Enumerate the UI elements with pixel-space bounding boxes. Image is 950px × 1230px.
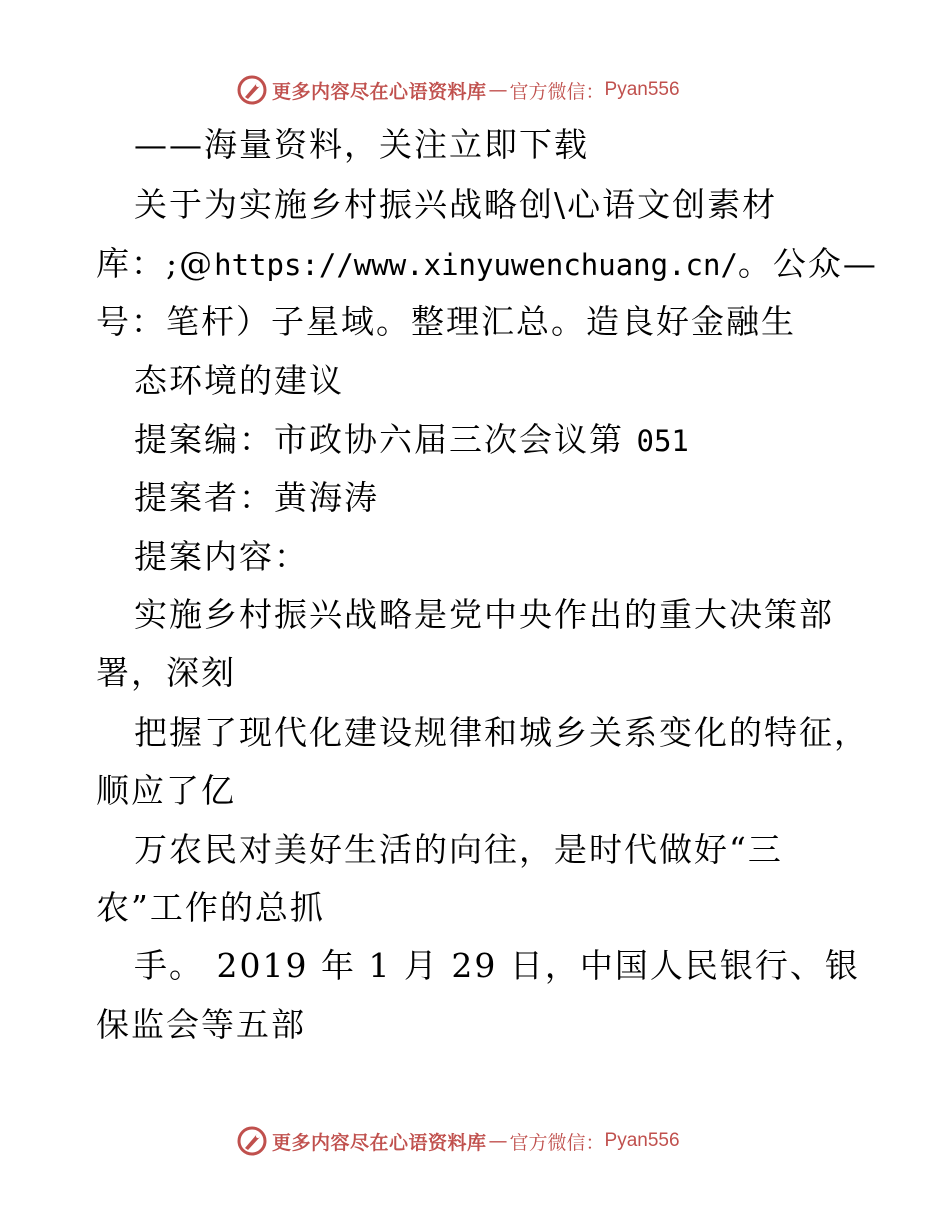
paragraph-line-7: 手。 2019 年 1 月 29 日，中国人民银行、银 [134, 946, 860, 985]
proposal-number-label: 提案编：市政协六届三次会议第 [134, 420, 637, 459]
pen-nib-seal-logo-icon [236, 74, 268, 106]
footer-banner [236, 1124, 680, 1158]
banner-account-label: 官方微信： [509, 1131, 605, 1154]
banner-separator: — [488, 1130, 508, 1152]
paragraph-line-4: 顺应了亿 [96, 771, 236, 810]
paragraph-line-6: 农”工作的总抓 [96, 888, 325, 927]
proposal-number-value: 051 [636, 424, 689, 458]
paragraph-line-5: 万农民对美好生活的向往，是时代做好“三 [134, 830, 783, 869]
title-line-2-suffix: 。公众— [737, 244, 878, 283]
banner-account-id: Pyan556 [604, 79, 680, 100]
banner-account-id: Pyan556 [604, 1130, 680, 1151]
download-note: ——海量资料，关注立即下载 [134, 125, 589, 164]
website-url-link[interactable]: https://www.xinyuwenchuang.cn/ [214, 248, 738, 282]
paragraph-line-1: 实施乡村振兴战略是党中央作出的重大决策部 [134, 595, 834, 634]
title-line-2 [96, 244, 878, 285]
header-banner [236, 73, 680, 107]
paragraph-line-8: 保监会等五部 [96, 1005, 306, 1044]
title-line-1: 关于为实施乡村振兴战略创\心语文创素材 [134, 185, 778, 224]
title-line-2-prefix: 库：;@ [96, 244, 215, 283]
proposal-content-heading: 提案内容： [134, 537, 309, 576]
paragraph-line-2: 署，深刻 [96, 653, 236, 692]
title-line-3: 号：笔杆）子星域。整理汇总。造良好金融生 [96, 302, 796, 341]
banner-main-text: 更多内容尽在心语资料库 [272, 80, 487, 103]
proposal-number [134, 420, 689, 461]
proposal-author: 提案者：黄海涛 [134, 478, 379, 517]
paragraph-line-3: 把握了现代化建设规律和城乡关系变化的特征， [134, 713, 869, 752]
pen-nib-seal-logo-icon [236, 1125, 268, 1157]
banner-separator: — [488, 79, 508, 101]
banner-account-label: 官方微信： [509, 80, 605, 103]
title-line-4: 态环境的建议 [134, 361, 344, 400]
banner-main-text: 更多内容尽在心语资料库 [272, 1131, 487, 1154]
